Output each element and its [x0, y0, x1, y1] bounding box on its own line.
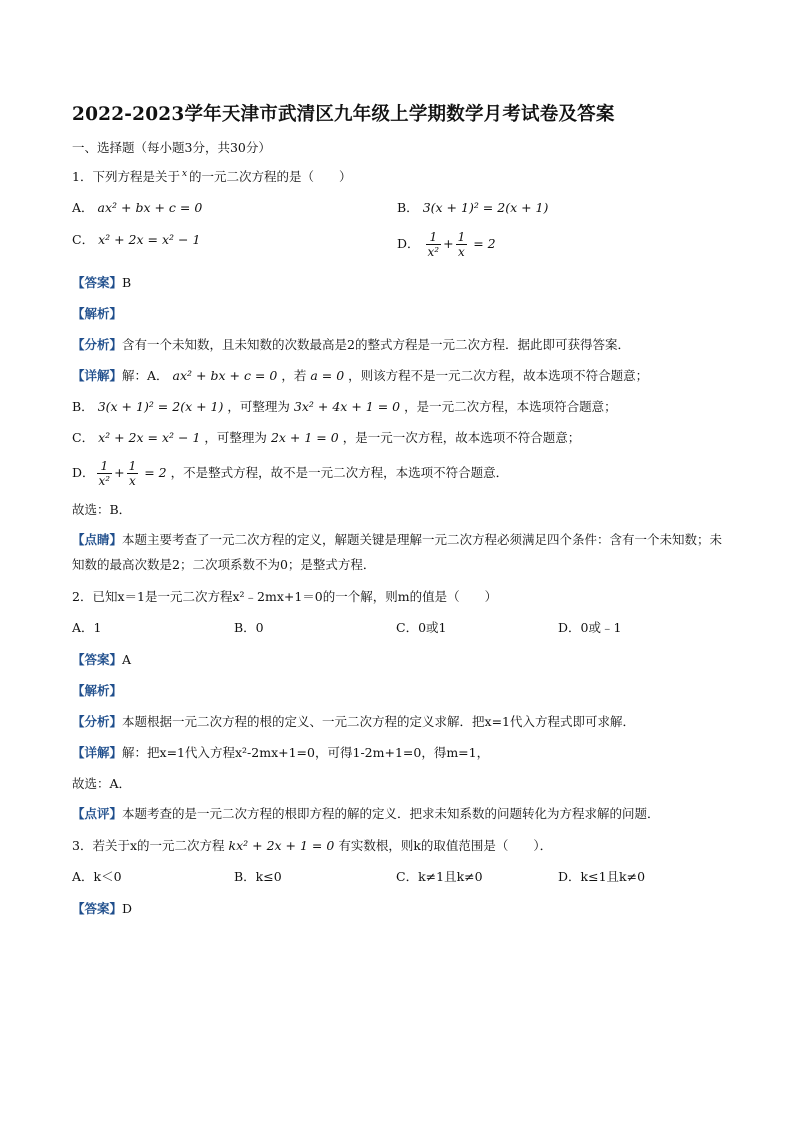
- document-page: [72, 100, 732, 930]
- q3-option-d: D．k≤1且k≠0: [558, 869, 646, 885]
- question-3-options: [72, 867, 732, 885]
- page-title: 2022-2023学年天津市武清区九年级上学期数学月考试卷及答案: [72, 104, 615, 125]
- q2-option-c: C．0或1: [396, 620, 447, 636]
- fraction: $\frac{1}{\text{x²}}$: [427, 230, 440, 260]
- q1-option-b: B． 3(x + 1)² = 2(x + 1): [397, 200, 549, 216]
- fraction: $\frac{1}{\text{x²}}$: [98, 459, 111, 489]
- q3-option-a: A．k＜0: [72, 869, 122, 885]
- question-2-stem: 2．已知x＝1是一元二次方程x²﹣2mx+1＝0的一个解，则m的值是（ ）: [72, 589, 498, 605]
- q2-detail: 【详解】解：把x=1代入方程x²-2mx+1=0，可得1-2m+1=0，得m=1，: [72, 745, 490, 761]
- q2-analysis-heading: 【解析】: [72, 683, 123, 699]
- q1-fenxi: 【分析】含有一个未知数，且未知数的次数最高是2的整式方程是一元二次方程．据此即可获得答案．: [72, 337, 630, 353]
- question-1-options-row-1: [72, 198, 732, 216]
- q1-detail-c: C． x² + 2x = x² − 1 ，可整理为 2x + 1 = 0 ，是一元一次方程，故本选项不符合题意；: [72, 430, 581, 446]
- q3-option-c: C．k≠1且k≠0: [396, 869, 483, 885]
- q2-comment: 【点评】本题考查的是一元二次方程的根即方程的解的定义．把求未知系数的问题转化为方程求解的问题．: [72, 806, 660, 822]
- q1-option-d: D． $\frac{1}{\text{x²}}$ + $\frac{1}{x}$ = 2: [397, 230, 496, 260]
- q2-option-d: D．0或﹣1: [558, 620, 622, 636]
- fraction: $\frac{1}{x}$: [457, 230, 466, 260]
- q3-option-b: B．k≤0: [234, 869, 282, 885]
- q1-choose: 故选：B．: [72, 502, 132, 518]
- q3-answer: 【答案】D: [72, 901, 133, 917]
- q1-analysis-heading: 【解析】: [72, 306, 123, 322]
- q2-option-b: B．0: [234, 620, 264, 636]
- section-heading: 一、选择题（每小题3分，共30分）: [72, 140, 271, 155]
- q1-detail-a: 【详解】解：A． ax² + bx + c = 0 ，若 a = 0 ，则该方程不是一元二次方程，故本选项不符合题意；: [72, 368, 649, 384]
- q2-option-a: A．1: [72, 620, 102, 636]
- q2-choose: 故选：A．: [72, 776, 132, 792]
- question-3-stem: 3．若关于x的一元二次方程 kx² + 2x + 1 = 0 有实数根，则k的取值范围是（ ）．: [72, 838, 553, 854]
- question-1-options-row-2: [72, 230, 732, 259]
- question-1-stem: 1．下列方程是关于 $^x$ 的一元二次方程的是（ ）: [72, 169, 352, 185]
- q1-option-a: A． ax² + bx + c = 0: [72, 200, 203, 216]
- q2-answer: 【答案】A: [72, 652, 132, 668]
- q1-detail-b: B． 3(x + 1)² = 2(x + 1) ，可整理为 3x² + 4x + 1 = 0 ，是一元二次方程，本选项符合题意；: [72, 399, 617, 415]
- q1-detail-d: D． $\frac{1}{\text{x²}}$ + $\frac{1}{x}$ = 2 ，不是整式方程，故不是一元二次方程，本选项不符合题意．: [72, 459, 509, 489]
- question-2-options: [72, 618, 732, 636]
- q1-answer: 【答案】B: [72, 275, 132, 291]
- fraction: $\frac{1}{x}$: [128, 459, 137, 489]
- q1-comment: 【点睛】本题主要考查了一元二次方程的定义，解题关键是理解一元二次方程必须满足四个条件：含有一个未知数；未知数的最高次数是2；二次项系数不为0；是整式方程．: [72, 532, 723, 573]
- q1-option-c: C． x² + 2x = x² − 1: [72, 232, 201, 248]
- q2-fenxi: 【分析】本题根据一元二次方程的根的定义、一元二次方程的定义求解．把x=1代入方程式即可求解．: [72, 714, 635, 730]
